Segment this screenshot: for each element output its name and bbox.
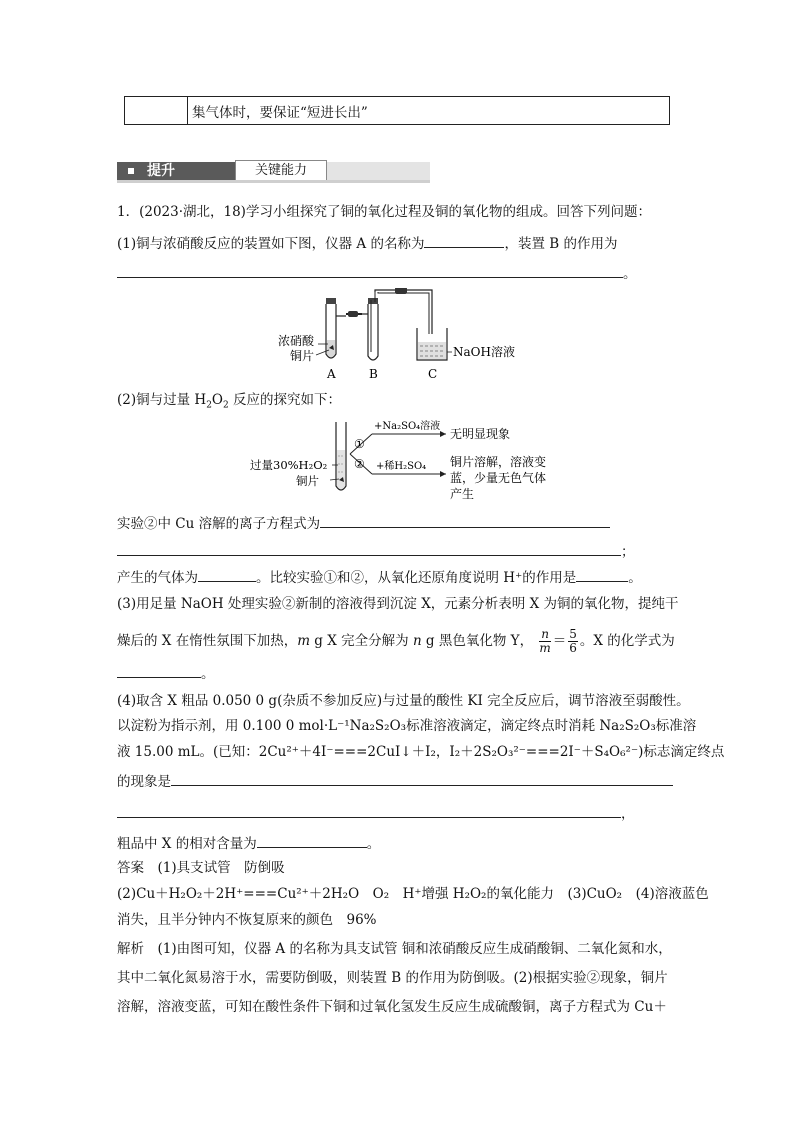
part4-line3: 液 15.00 mL。(已知：2Cu²⁺＋4I⁻===2CuI↓＋I₂，I₂＋2S₂O₃²⁻===2I⁻＋S₄O₆²⁻)标志滴定终点 (117, 744, 725, 760)
apparatus-figure (270, 288, 530, 380)
label-reagent-2: +稀H₂SO₄ (376, 461, 427, 472)
part1-line: (1)铜与浓硝酸反应的装置如下图，仪器 A 的名称为 ，装置 B 的作用为 (117, 232, 617, 254)
section-banner (117, 158, 430, 184)
label-C: C (428, 367, 438, 380)
part3-line2: 燥后的 X 在惰性氛围下加热，m g X 完全分解为 n g 黑色氧化物 Y， $\frac{n}{m}$ ＝ $\frac{5}{6}$ 。X 的化学式为 (117, 627, 675, 655)
label-result-1: 无明显现象 (450, 427, 511, 441)
side-arm-test-tube-A (326, 298, 346, 358)
test-tube (336, 422, 346, 490)
part1-answer-line: 。 (117, 262, 637, 284)
label-result-2-line2: 蓝，少量无色气体 (450, 471, 547, 485)
table-cell-text: 集气体时，要保证“短进长出” (188, 97, 670, 125)
part2-equation-line: 实验②中 Cu 溶解的离子方程式为 (117, 512, 610, 534)
h2o2-experiment-figure (250, 416, 570, 508)
fraction-5-over-6: $\frac{5}{6}$ (569, 627, 577, 655)
test-tube-B (368, 292, 378, 360)
label-A: A (327, 367, 336, 380)
label-result-2-line1: 铜片溶解，溶液变 (450, 455, 547, 469)
table-cell-empty (125, 97, 188, 125)
label-step-2: ② (354, 457, 365, 471)
label-excess-h2o2: 过量30%H₂O₂ (250, 458, 328, 472)
answer-line3: 消失，且半分钟内不恢复原来的颜色 96% (117, 912, 377, 928)
label-naoh-solution: NaOH溶液 (453, 345, 515, 359)
label-copper: 铜片 (296, 474, 319, 488)
part4-line2: 以淀粉为指示剂，用 0.100 0 mol·L⁻¹Na₂S₂O₃标准溶液滴定，滴定终点时消耗 Na₂S₂O₃标准溶 (117, 718, 697, 734)
label-step-1: ① (354, 437, 365, 451)
label-result-2-line3: 产生 (450, 487, 475, 501)
part4-line6: 粗品中 X 的相对含量为 。 (117, 832, 380, 854)
label-copper-sheet: 铜片 (290, 349, 315, 363)
analysis-line3: 溶解，溶液变蓝，可知在酸性条件下铜和过氧化氢发生反应生成硫酸铜，离子方程式为 Cu＋ (117, 999, 667, 1015)
banner-tab: 关键能力 (235, 160, 327, 180)
part4-line4: 的现象是 (117, 770, 673, 792)
part2-equation-cont: ； (117, 540, 635, 562)
part3-answer-line: 。 (117, 662, 215, 684)
part2-gas-line: 产生的气体为 。比较实验①和②，从氧化还原角度说明 H⁺的作用是 。 (117, 566, 642, 588)
answer-line1: 答案 (1)具支试管 防倒吸 (117, 860, 285, 876)
question-stem: 1．(2023·湖北，18)学习小组探究了铜的氧化过程及铜的氧化物的组成。回答下列问题： (117, 204, 651, 220)
answer-line2: (2)Cu＋H₂O₂＋2H⁺===Cu²⁺＋2H₂O O₂ H⁺增强 H₂O₂的氧化能力 (3)CuO₂ (4)溶液蓝色 (117, 886, 709, 902)
banner-label: 提升 (147, 163, 175, 179)
fraction-n-over-m: $\frac{n}{m}$ (539, 627, 551, 655)
analysis-line2: 其中二氧化氮易溶于水，需要防倒吸，则装置 B 的作用为防倒吸。(2)根据实验②现象，铜片 (117, 970, 668, 986)
label-B: B (369, 367, 378, 380)
label-reagent-1: +Na₂SO₄溶液 (374, 421, 441, 432)
part2-line: (2)铜与过量 $H_2O_2$ 反应的探究如下： (117, 392, 342, 411)
part4-line5: ， (117, 802, 635, 824)
label-conc-nitric-acid: 浓硝酸 (278, 334, 315, 348)
square-bullet-icon (128, 168, 134, 174)
part3-line1: (3)用足量 NaOH 处理实验②新制的溶液得到沉淀 X，元素分析表明 X 为铜的氧化物，提纯干 (117, 596, 679, 612)
part4-line1: (4)取含 X 粗品 0.050 0 g(杂质不参加反应)与过量的酸性 KI 完全反应后，调节溶液至弱酸性。 (117, 693, 690, 709)
top-table (124, 96, 670, 125)
analysis-line1: 解析 (1)由图可知，仪器 A 的名称为具支试管 铜和浓硝酸反应生成硝酸铜、二氧化氮和水， (117, 941, 672, 957)
